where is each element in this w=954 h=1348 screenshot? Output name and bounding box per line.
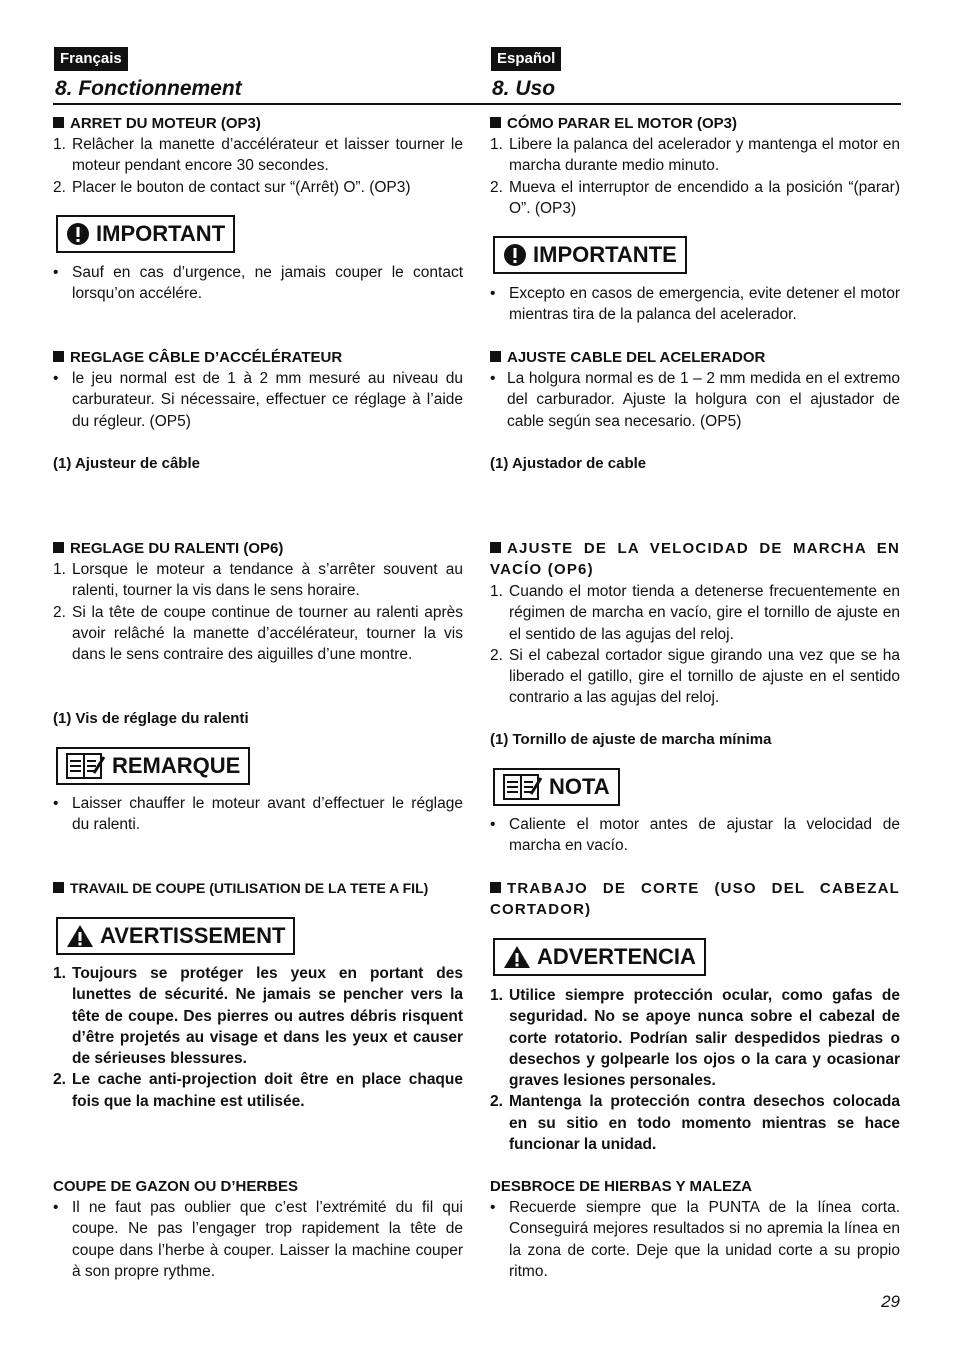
language-tab-fr: Français <box>54 47 128 71</box>
warning-triangle-icon <box>66 924 94 948</box>
heading-stop-engine: ARRET DU MOTEUR (OP3) <box>53 113 463 134</box>
square-bullet-icon <box>490 351 501 362</box>
heading-idle-adjust: AJUSTE DE LA VELOCIDAD DE MARCHA EN VACÍO (OP6) <box>490 540 900 578</box>
list-item: 1. Cuando el motor tienda a detenerse frecuentemente en régimen de marcha en vacío, gire el tornillo de ajuste en el sentido de las agujas del reloj. <box>490 583 900 643</box>
grass-cutting-text: • Recuerde siempre que la PUNTA de la línea corta. Conseguirá mejores resultados si no apremia la línea en la zona de corte. Deje que la unidad corte a su propio ritmo. <box>490 1199 900 1280</box>
notepad-icon <box>503 774 543 800</box>
stop-engine-list <box>490 134 900 219</box>
list-item: 2. Si la tête de coupe continue de tourner au ralenti après avoir relâché la manette d’accélérateur, tourner la vis dans le sens contraire des aiguilles d’une montre. <box>53 603 463 664</box>
note-text: • Caliente el motor antes de ajustar la velocidad de marcha en vacío. <box>490 816 900 855</box>
note-text: • Laisser chauffer le moteur avant d’effectuer le réglage du ralenti. <box>53 795 463 834</box>
throttle-cable-text: • le jeu normal est de 1 à 2 mm mesuré au niveau du carburateur. Si nécessaire, effectuer ce réglage à l’aide du régleur. (OP5) <box>53 370 463 430</box>
list-item: 2. Placer le bouton de contact sur “(Arrêt) O”. (OP3) <box>53 178 411 196</box>
notepad-icon <box>66 753 106 779</box>
heading-throttle-cable: REGLAGE CÂBLE D’ACCÉLÉRATEUR <box>53 347 463 368</box>
list-item: 2. Si el cabezal cortador sigue girando una vez que se ha liberado el gatillo, gire el tornillo de ajuste en el sentido contrario a las agujas del reloj. <box>490 646 900 707</box>
list-item: 2. Le cache anti-projection doit être en place chaque fois que la machine est utilisée. <box>53 1071 463 1110</box>
list-item: 2. Mantenga la protección contra desechos colocada en su sitio en todo momento mientras se hace funcionar la unidad. <box>490 1093 900 1154</box>
list-item: 2. Mueva el interruptor de encendido a la posición “(parar) O”. (OP3) <box>490 178 900 217</box>
square-bullet-icon <box>53 542 64 553</box>
idle-adjust-list <box>53 559 463 665</box>
heading-stop-engine: CÓMO PARAR EL MOTOR (OP3) <box>490 113 900 134</box>
heading-cutting-work: TRAVAIL DE COUPE (UTILISATION DE LA TETE A FIL) <box>53 878 463 899</box>
stop-engine-list <box>53 134 463 198</box>
list-item: 1. Lorsque le moteur a tendance à s’arrêter souvent au ralenti, tourner la vis dans le sens horaire. <box>53 561 463 600</box>
square-bullet-icon <box>53 351 64 362</box>
important-box: IMPORTANT <box>56 215 235 253</box>
caption-idle-screw: (1) Tornillo de ajuste de marcha mínima <box>490 731 772 748</box>
square-bullet-icon <box>53 882 64 893</box>
square-bullet-icon <box>490 882 501 893</box>
idle-adjust-list <box>490 581 900 709</box>
grass-cutting-text: • Il ne faut pas oublier que c’est l’extrémité du fil qui coupe. Ne pas l’engager trop rapidement la tête de coupe dans l’herbe à couper. Laisser la machine couper à son propre rythme. <box>53 1199 463 1280</box>
note-box: REMARQUE <box>56 747 250 785</box>
square-bullet-icon <box>53 117 64 128</box>
caption-idle-screw: (1) Vis de réglage du ralenti <box>53 710 249 727</box>
header-rule <box>53 103 901 105</box>
caption-cable-adjuster: (1) Ajusteur de câble <box>53 455 200 472</box>
warning-list <box>53 963 463 1112</box>
list-item: 1. Relâcher la manette d’accélérateur et laisser tourner le moteur pendant encore 30 secondes. <box>53 136 463 175</box>
exclamation-icon <box>503 243 527 267</box>
warning-box: ADVERTENCIA <box>493 938 706 976</box>
section-title-es: 8. Uso <box>492 77 556 100</box>
heading-grass-cutting: DESBROCE DE HIERBAS Y MALEZA <box>490 1178 752 1195</box>
important-text: • Excepto en casos de emergencia, evite detener el motor mientras tira de la palanca del acelerador. <box>490 285 900 324</box>
note-box: NOTA <box>493 768 620 806</box>
list-item: 1. Toujours se protéger les yeux en portant des lunettes de sécurité. Ne jamais se pencher vers la tête de coupe. Des pierres ou autres débris risquent d’être projetés au visage et dans les yeux et causer de sérieuses blessures. <box>53 965 463 1068</box>
important-box: IMPORTANTE <box>493 236 687 274</box>
list-item: 1. Libere la palanca del acelerador y mantenga el motor en marcha durante medio minuto. <box>490 136 900 175</box>
square-bullet-icon <box>490 542 501 553</box>
section-title-fr: 8. Fonctionnement <box>55 77 242 100</box>
heading-cutting-work: TRABAJO DE CORTE (USO DEL CABEZAL CORTADOR) <box>490 880 900 918</box>
heading-grass-cutting: COUPE DE GAZON OU D’HERBES <box>53 1178 299 1195</box>
language-tab-es: Español <box>491 47 561 71</box>
square-bullet-icon <box>490 117 501 128</box>
heading-idle-adjust: REGLAGE DU RALENTI (OP6) <box>53 538 463 559</box>
important-text: • Sauf en cas d’urgence, ne jamais couper le contact lorsqu’on accélére. <box>53 264 463 303</box>
warning-triangle-icon <box>503 945 531 969</box>
throttle-cable-text: • La holgura normal es de 1 – 2 mm medida en el extremo del carburador. Ajuste la holgura con el ajustador de cable según sea necesario. (OP5) <box>490 370 900 430</box>
list-item: 1. Utilice siempre protección ocular, como gafas de seguridad. No se apoye nunca sobre el cabezal de corte rotatorio. Podrían salir despedidos piedras o desechos y golpearle los ojos o la cara y ocasionar graves lesiones personales. <box>490 987 900 1090</box>
exclamation-icon <box>66 222 90 246</box>
warning-list <box>490 985 900 1155</box>
heading-throttle-cable: AJUSTE CABLE DEL ACELERADOR <box>490 347 900 368</box>
warning-box: AVERTISSEMENT <box>56 917 295 955</box>
caption-cable-adjuster: (1) Ajustador de cable <box>490 455 647 472</box>
page-number: 29 <box>881 1292 900 1311</box>
